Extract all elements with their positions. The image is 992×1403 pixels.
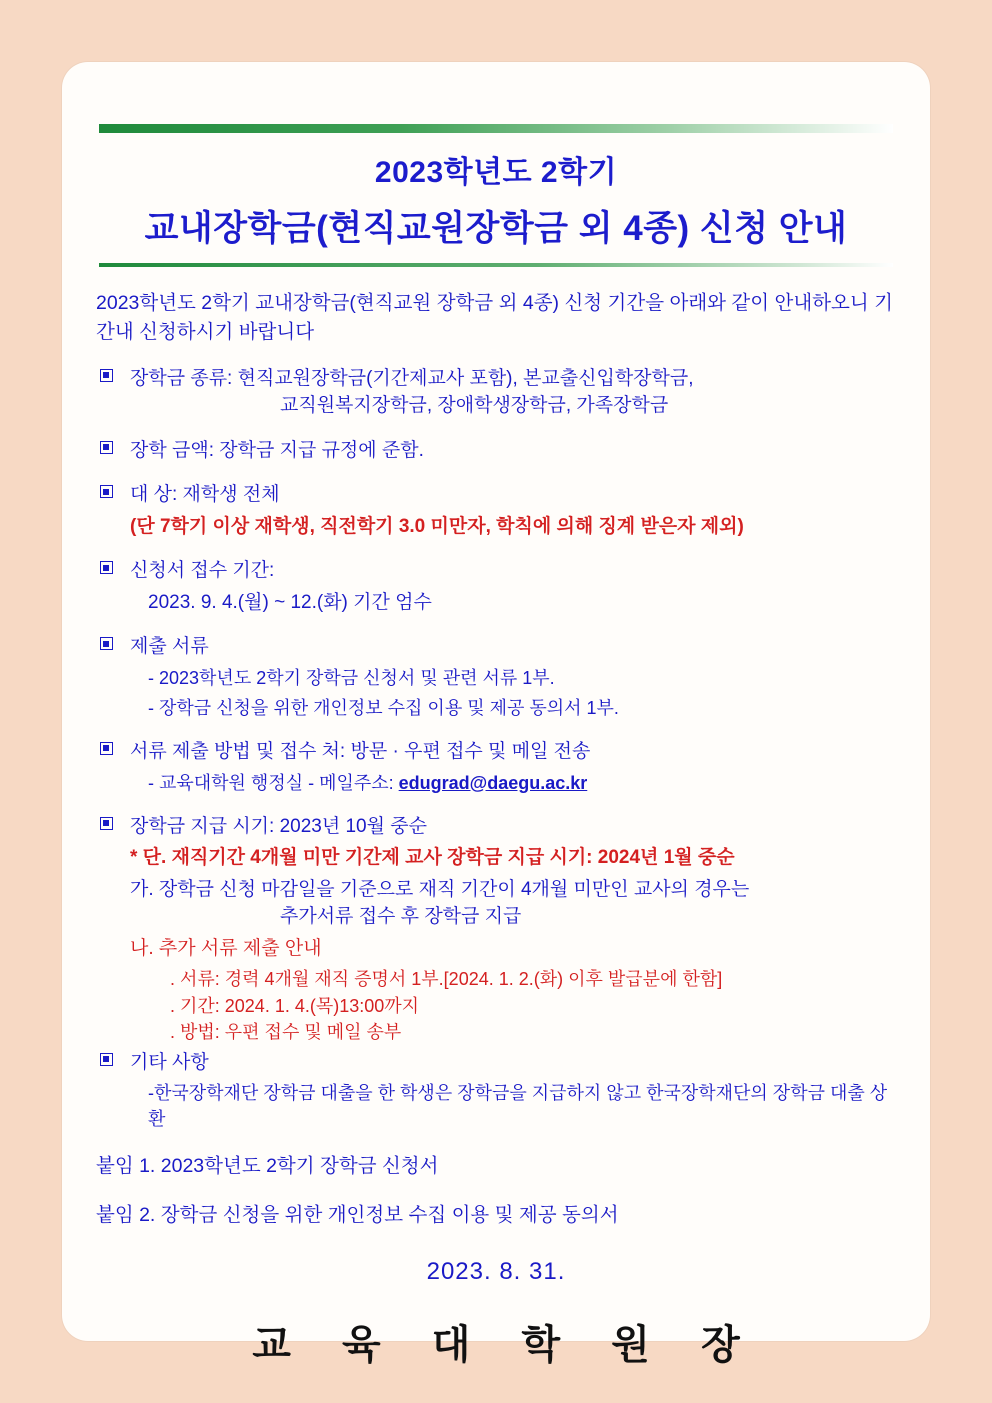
item-line: - 2023학년도 2학기 장학금 신청서 및 관련 서류 1부. [148, 667, 555, 688]
intro-paragraph: 2023학년도 2학기 교내장학금(현직교원 장학금 외 4종) 신청 기간을 아래와 같이 안내하오니 기간내 신청하시기 바랍니다 [96, 292, 893, 344]
issue-date: 2023. 8. 31. [426, 1257, 566, 1285]
item-line: 2023. 9. 4.(월) ~ 12.(화) 기간 엄수 [148, 591, 432, 613]
square-bullet-icon [100, 485, 113, 498]
item-application-period [96, 557, 896, 616]
item-line: 장학금 지급 시기: 2023년 10월 중순 [130, 815, 427, 837]
page-title-line1: 2023학년도 2학기 [374, 156, 618, 189]
header-rule-top [99, 124, 893, 133]
square-bullet-icon [100, 561, 113, 574]
square-bullet-icon [100, 441, 113, 454]
item-line-mail [130, 770, 896, 796]
attachment-1: 붙임 1. 2023학년도 2학기 장학금 신청서 [96, 1155, 439, 1178]
square-bullet-icon [100, 817, 113, 830]
item-line: -한국장학재단 장학금 대출을 한 학생은 장학금을 지급하지 않고 한국장학재단의 장학금 대출 상환 [148, 1083, 888, 1130]
item-line: 기타 사항 [130, 1051, 209, 1073]
notice-inner [62, 62, 930, 1367]
item-line-exception: (단 7학기 이상 재학생, 직전학기 3.0 미만자, 학칙에 의해 징계 받은자 제외) [130, 515, 744, 537]
square-bullet-icon [100, 637, 113, 650]
item-line-note: * 단. 재직기간 4개월 미만 기간제 교사 장학금 지급 시기: 2024년 1월 중순 [130, 847, 735, 869]
item-target [96, 481, 896, 540]
item-scholarship-types [96, 365, 896, 420]
item-submission-method [96, 738, 896, 796]
item-line: 신청서 접수 기간: [130, 560, 275, 582]
square-bullet-icon [100, 369, 113, 382]
email-link[interactable]: edugrad@daegu.ac.kr [398, 772, 588, 793]
office-label: - 교육대학원 행정실 - 메일주소: [148, 772, 399, 793]
item-line: 장학 금액: 장학금 지급 규정에 준함. [130, 439, 424, 461]
item-required-documents [96, 633, 896, 721]
square-bullet-icon [100, 1053, 113, 1066]
header-rule-bottom [99, 263, 893, 267]
item-line: 가. 장학금 신청 마감일을 기준으로 재직 기간이 4개월 미만인 교사의 경우는 [130, 878, 750, 900]
page-title-line2: 교내장학금(현직교원장학금 외 4종) 신청 안내 [144, 209, 848, 248]
item-line: 추가서류 접수 후 장학금 지급 [280, 906, 522, 928]
item-other-matters [96, 1049, 896, 1133]
attachment-2: 붙임 2. 장학금 신청을 위한 개인정보 수집 이용 및 제공 동의서 [96, 1203, 619, 1226]
item-line: 서류 제출 방법 및 접수 처: 방문 · 우편 접수 및 메일 전송 [130, 741, 591, 763]
item-line: - 장학금 신청을 위한 개인정보 수집 이용 및 제공 동의서 1부. [148, 697, 619, 718]
item-line: . 방법: 우편 접수 및 메일 송부 [170, 1021, 402, 1042]
item-line: 대 상: 재학생 전체 [130, 484, 280, 506]
item-line: 나. 추가 서류 제출 안내 [130, 937, 322, 959]
item-line: 장학금 종류: 현직교원장학금(기간제교사 포함), 본교출신입학장학금, [130, 367, 694, 389]
item-line: 교직원복지장학금, 장애학생장학금, 가족장학금 [280, 395, 669, 417]
item-line: . 서류: 경력 4개월 재직 증명서 1부.[2024. 1. 2.(화) 이후 발급분에 한함] [170, 969, 723, 990]
signer-title: 교 육 대 학 원 장 [252, 1322, 760, 1367]
item-line: . 기간: 2024. 1. 4.(목)13:00까지 [170, 995, 420, 1016]
notice-body [96, 289, 896, 1374]
notice-page [62, 62, 930, 1367]
square-bullet-icon [100, 742, 113, 755]
item-scholarship-amount [96, 437, 896, 465]
item-line: 제출 서류 [130, 636, 209, 658]
item-payment-schedule [96, 813, 896, 1045]
